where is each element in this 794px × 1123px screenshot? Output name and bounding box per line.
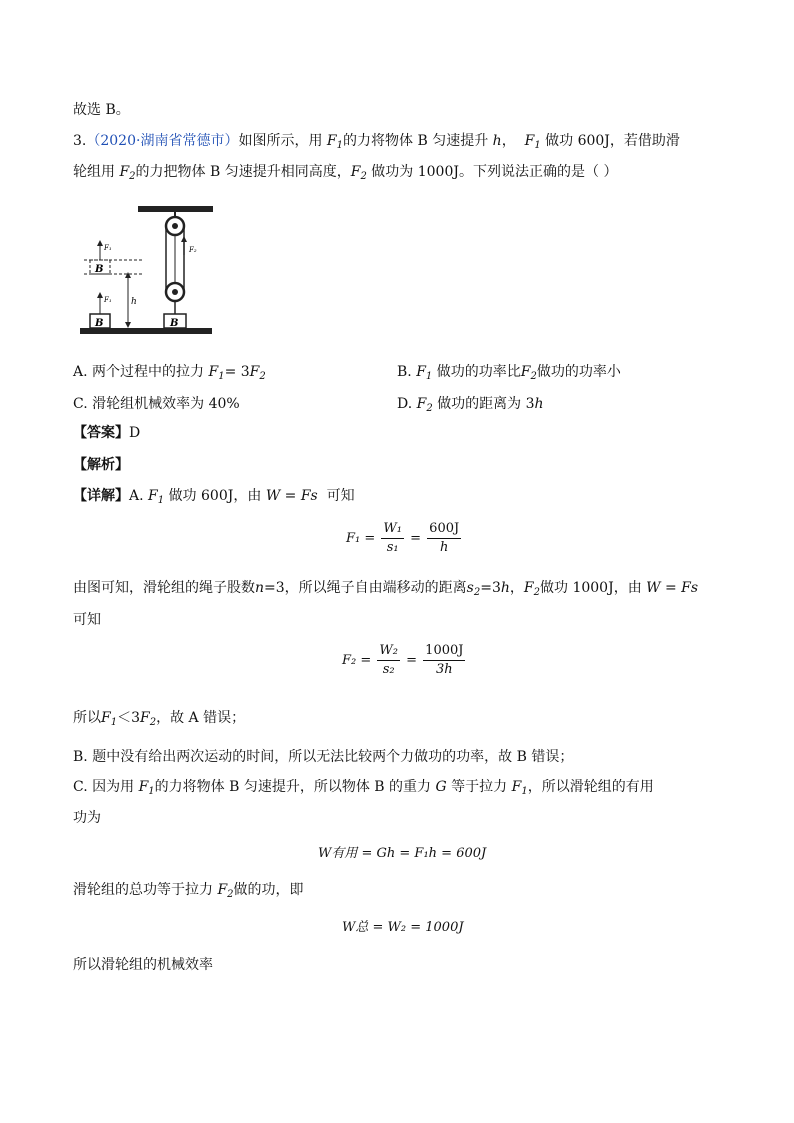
option-a[interactable]: A. 两个过程中的拉力 $F_1= 3F_2$ (73, 364, 266, 382)
var-f2: $F_2$ (119, 164, 136, 182)
option-text: 做功的功率小 (536, 364, 621, 380)
formula-f1: F₁ = $\frac{\text{W₁}}{\text{s₁}}$ = $\frac{600J}{h}$ (346, 521, 460, 555)
var-f2: $F_2$ (350, 164, 367, 182)
question-3-line-1: 3.（2020·湖南省常德市）如图所示，用 $F_1$的力将物体 B 匀速提升 h， $F_1$ 做功 600J，若借助滑 (73, 133, 680, 151)
formula-useful-work: W有用 = Gh = F₁h = 600J (318, 846, 487, 861)
detail-line-3: 可知 (73, 612, 101, 628)
stem-text: 做功 600J，若借助滑 (545, 133, 680, 149)
label-b: B (95, 318, 104, 329)
option-text: = 3 (224, 364, 250, 380)
label-h: h (131, 297, 137, 307)
option-text: B. (397, 364, 412, 380)
detail-tag: 【详解】 (73, 488, 129, 504)
analysis-tag (73, 455, 129, 475)
detail-line-1: 【详解】A. $F_1$ 做功 600J，由 W = Fs 可知 (73, 488, 355, 506)
question-number: 3. (73, 133, 87, 149)
option-text: A. 两个过程中的拉力 (73, 364, 205, 380)
option-text: 做功的距离为 3 (437, 396, 535, 412)
detail-text: A. (129, 488, 144, 504)
detail-line-7: 功为 (73, 810, 101, 826)
var-h: h (492, 133, 502, 149)
var-f1: $F_1$ (326, 133, 343, 151)
question-source: （2020·湖南省常德市） (86, 133, 239, 149)
detail-text: 可知 (326, 488, 355, 504)
var-f1: $F_1$ (524, 133, 541, 151)
formula-total-work: W总 = W₂ = 1000J (342, 920, 464, 935)
option-text: 做功的功率比 (436, 364, 521, 380)
label-f1: F₁ (104, 244, 112, 252)
detail-line-5: B. 题中没有给出两次运动的时间，所以无法比较两个力做功的功率，故 B 错误； (73, 749, 574, 765)
stem-text: 做功为 1000J。下列说法正确的是（ ） (371, 164, 618, 180)
question-3-line-2 (73, 162, 617, 187)
label-f1: F₁ (104, 296, 112, 304)
option-b[interactable]: B. $F_1$ 做功的功率比$F_2$做功的功率小 (397, 364, 621, 382)
label-b: B (170, 318, 179, 329)
ceiling (138, 206, 213, 212)
detail-line-4: 所以$F_1<3F_2$，故 A 错误； (73, 710, 246, 728)
answer-tag: 【答案】 (73, 425, 129, 441)
stem-text: 的力将物体 B 匀速提升 (343, 133, 489, 149)
option-text: D. (397, 396, 413, 412)
detail-text: 做功 600J，由 (168, 488, 262, 504)
answer-line (73, 423, 140, 443)
detail-line-6: C. 因为用 $F_1$的力将物体 B 匀速提升，所以物体 B 的重力 G 等于拉力 $F_1$，所以滑轮组的有用 (73, 779, 654, 797)
stem-text: 如图所示，用 (238, 133, 323, 149)
option-c[interactable] (73, 394, 240, 414)
answer-value: D (129, 425, 141, 441)
label-f2: F₂ (189, 246, 197, 254)
stem-text: 的力把物体 B 匀速提升相同高度， (135, 164, 351, 180)
pulley-figure (78, 200, 238, 340)
stem-text: 轮组用 (73, 164, 115, 180)
previous-answer: 故选 B。 (73, 102, 130, 118)
label-b: B (95, 264, 104, 275)
option-d[interactable]: D. $F_2$ 做功的距离为 3h (397, 396, 544, 414)
formula-f2: F₂ = $\frac{\text{W₂}}{\text{s₂}}$ = $\frac{1000J}{3h}$ (342, 643, 464, 677)
option-text: C. 滑轮组机械效率为 40% (73, 396, 240, 412)
formula-inline: W = Fs (265, 488, 318, 504)
analysis-label: 【解析】 (73, 457, 129, 473)
detail-line-9: 所以滑轮组的机械效率 (73, 957, 213, 973)
detail-line-8: 滑轮组的总功等于拉力 $F_2$做的功，即 (73, 882, 304, 900)
detail-line-2: 由图可知，滑轮组的绳子股数n=3，所以绳子自由端移动的距离$s_2=3h$，$F_2$做功 1000J，由 W = Fs (73, 580, 699, 598)
